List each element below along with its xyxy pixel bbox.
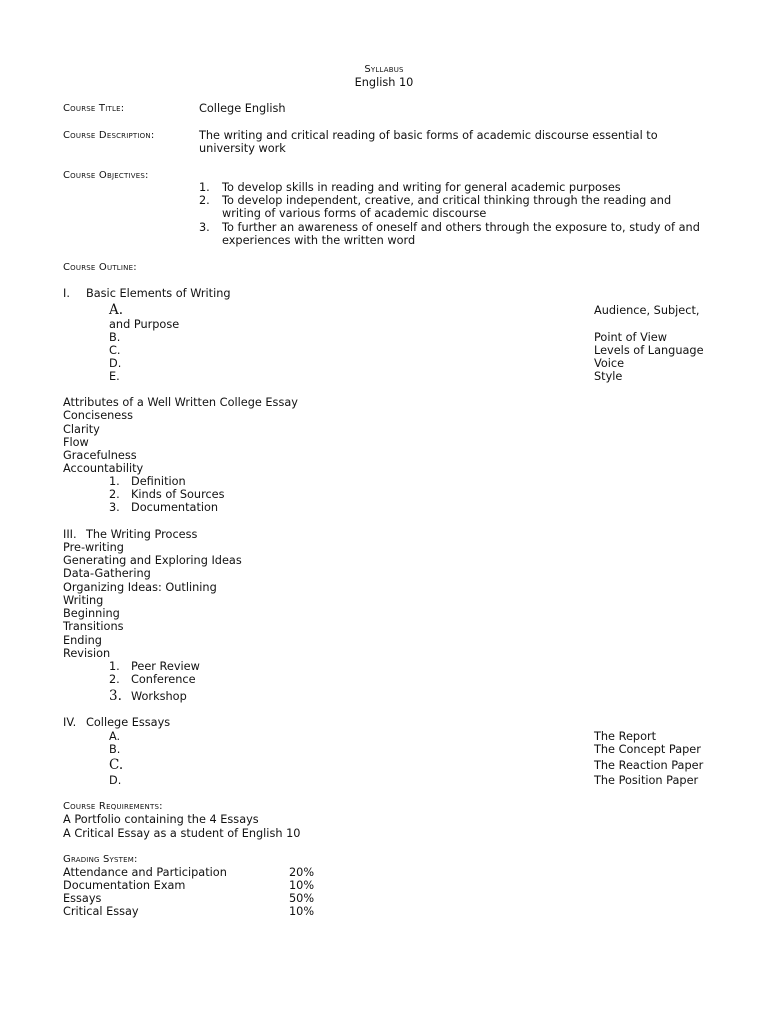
course-description-line: university work	[199, 142, 286, 155]
outline-value: Style	[594, 370, 623, 383]
objective-number: 1.	[199, 181, 210, 194]
outline-value: The Report	[594, 730, 657, 743]
outline-item: Conciseness	[63, 409, 134, 422]
outline-letter: D.	[109, 774, 122, 787]
subitem-number: 1.	[109, 475, 120, 488]
course-objectives-label: Course Objectives:	[63, 170, 149, 181]
course-outline-label: Course Outline:	[63, 262, 137, 273]
grading-value: 20%	[289, 866, 315, 879]
outline-item: Clarity	[63, 423, 100, 436]
objective-text: To further an awareness of oneself and others through the exposure to, study of and	[222, 221, 700, 234]
outline-item: Writing	[63, 594, 104, 607]
outline-item: Accountability	[63, 462, 144, 475]
course-description-line: The writing and critical reading of basic forms of academic discourse essential to	[199, 129, 658, 142]
requirement-item: A Portfolio containing the 4 Essays	[63, 813, 259, 826]
document-subtitle: English 10	[354, 76, 414, 89]
subitem-label: Documentation	[131, 501, 219, 514]
outline-letter: B.	[109, 331, 121, 344]
subitem-number: 2.	[109, 488, 120, 501]
grading-value: 50%	[289, 892, 315, 905]
outline-item: Flow	[63, 436, 89, 449]
outline-value: Levels of Language	[594, 344, 704, 357]
objective-text: writing of various forms of academic discourse	[222, 207, 487, 220]
subitem-label: Peer Review	[131, 660, 200, 673]
subitem-label: Definition	[131, 475, 186, 488]
course-description-label: Course Description:	[63, 130, 155, 141]
outline-value: Voice	[594, 357, 625, 370]
outline-value: The Position Paper	[594, 774, 699, 787]
course-requirements-label: Course Requirements:	[63, 801, 163, 812]
outline-item: Transitions	[63, 620, 124, 633]
grading-system-label: Grading System:	[63, 854, 138, 865]
grading-label: Attendance and Participation	[63, 866, 227, 879]
outline-letter: C.	[109, 757, 124, 773]
subitem-label: Workshop	[131, 690, 187, 703]
outline-value: Audience, Subject,	[594, 304, 700, 317]
objective-text: experiences with the written word	[222, 234, 416, 247]
subitem-label: Conference	[131, 673, 196, 686]
outline-item: Generating and Exploring Ideas	[63, 554, 242, 567]
outline-letter: A.	[109, 302, 124, 318]
outline-value: Point of View	[594, 331, 667, 344]
outline-value: The Reaction Paper	[594, 759, 704, 772]
grading-value: 10%	[289, 905, 315, 918]
section-number: I.	[63, 287, 70, 300]
section-title: College Essays	[86, 716, 171, 729]
section-title: Basic Elements of Writing	[86, 287, 231, 300]
outline-value: and Purpose	[109, 318, 180, 331]
subitem-label: Kinds of Sources	[131, 488, 225, 501]
outline-letter: E.	[109, 370, 120, 383]
grading-label: Essays	[63, 892, 102, 905]
subitem-number: 1.	[109, 660, 120, 673]
grading-label: Critical Essay	[63, 905, 139, 918]
objective-text: To develop independent, creative, and critical thinking through the reading and	[222, 194, 672, 207]
section-number: III.	[63, 528, 77, 541]
subitem-number: 3.	[109, 501, 120, 514]
requirement-item: A Critical Essay as a student of English 10	[63, 827, 301, 840]
section-number: IV.	[63, 716, 77, 729]
outline-item: Ending	[63, 634, 102, 647]
outline-letter: C.	[109, 344, 121, 357]
outline-letter: B.	[109, 743, 121, 756]
outline-letter: A.	[109, 730, 121, 743]
outline-item: Organizing Ideas: Outlining	[63, 581, 217, 594]
outline-value: The Concept Paper	[594, 743, 701, 756]
outline-item: Pre-writing	[63, 541, 124, 554]
grading-label: Documentation Exam	[63, 879, 186, 892]
outline-letter: D.	[109, 357, 122, 370]
outline-item: Gracefulness	[63, 449, 137, 462]
section-title: The Writing Process	[86, 528, 198, 541]
subitem-number: 2.	[109, 673, 120, 686]
outline-item: Data-Gathering	[63, 567, 151, 580]
section-title: Attributes of a Well Written College Essay	[63, 396, 298, 409]
grading-value: 10%	[289, 879, 315, 892]
objective-number: 3.	[199, 221, 210, 234]
course-title-value: College English	[199, 102, 286, 115]
objective-text: To develop skills in reading and writing for general academic purposes	[222, 181, 621, 194]
course-title-label: Course Title:	[63, 103, 125, 114]
outline-item: Revision	[63, 647, 111, 660]
outline-item: Beginning	[63, 607, 120, 620]
subitem-number: 3.	[109, 688, 122, 704]
objective-number: 2.	[199, 194, 210, 207]
document-title: Syllabus	[364, 64, 404, 75]
